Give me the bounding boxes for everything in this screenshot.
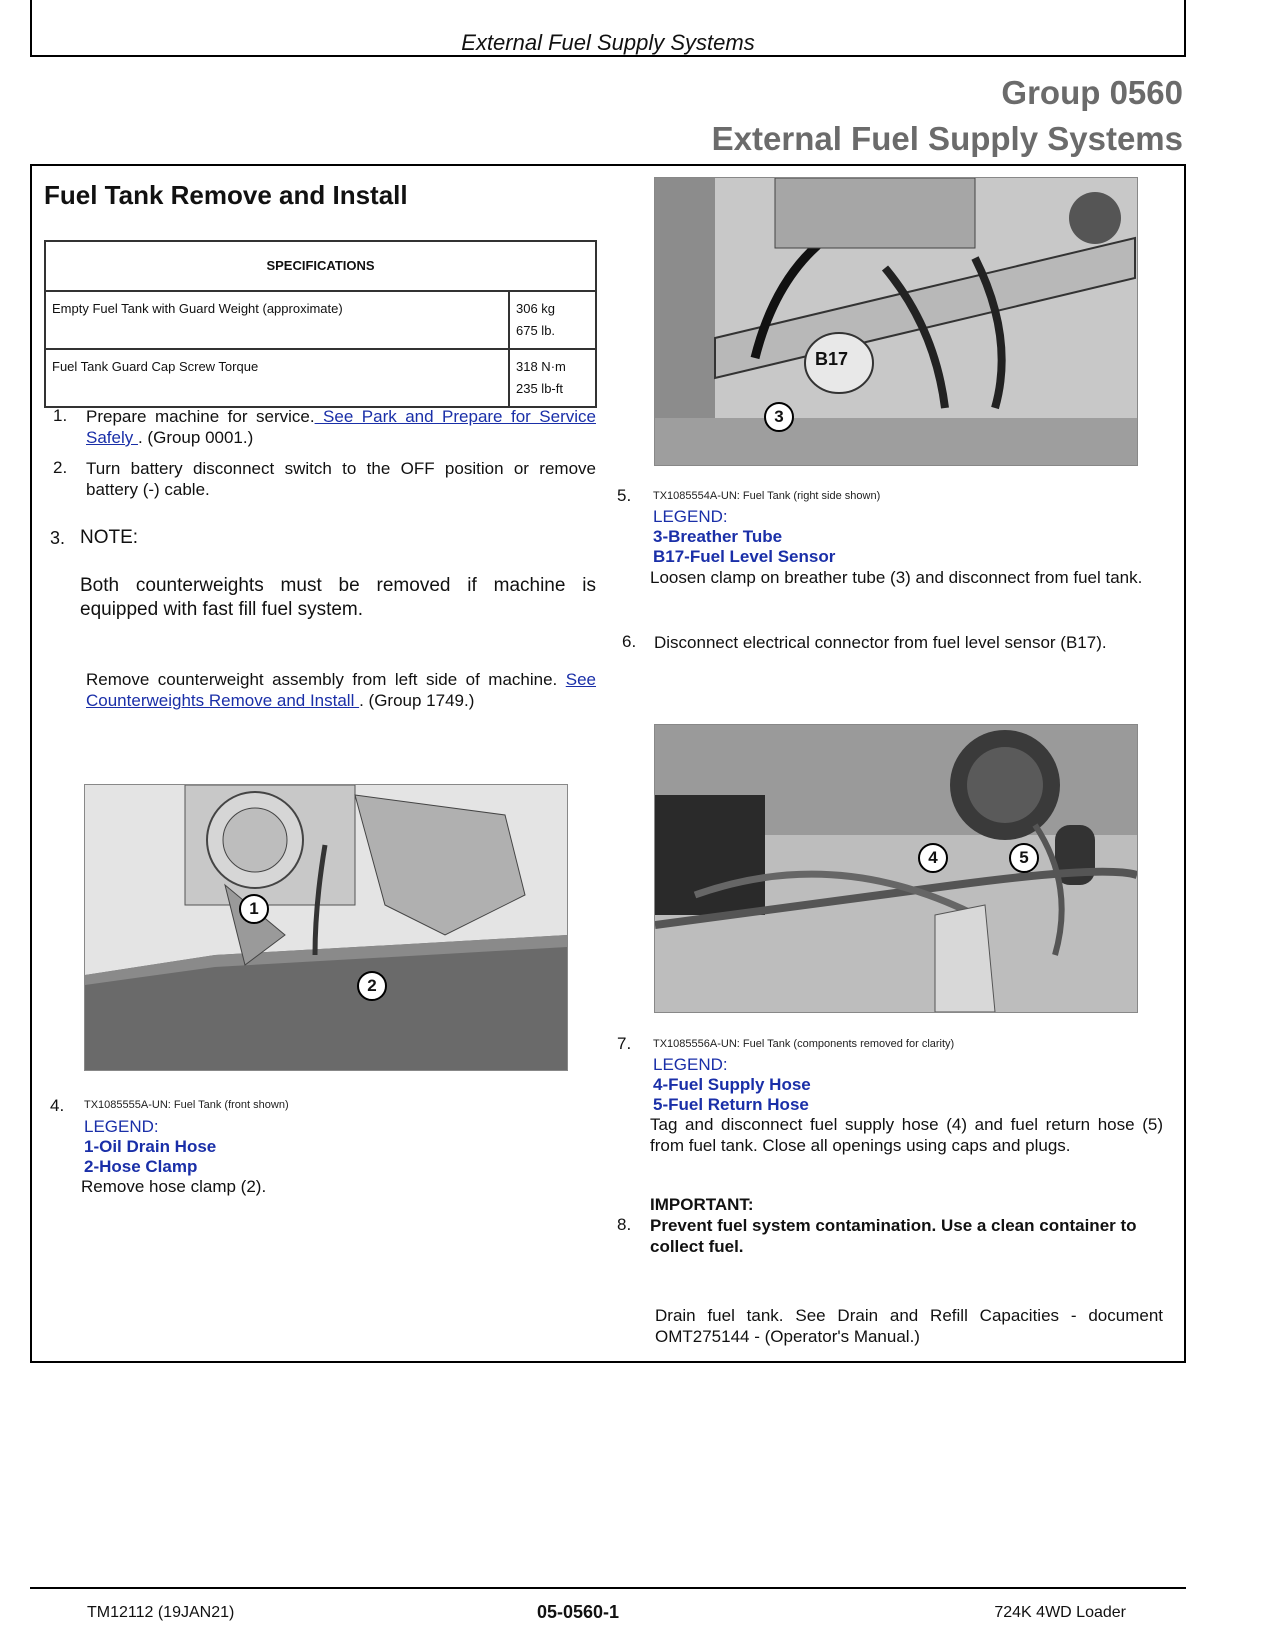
legend-label: LEGEND: (653, 507, 728, 526)
sensor-tag: B17 (815, 349, 849, 369)
fuel-tank-front-image (84, 784, 568, 1071)
step-1-text (86, 406, 596, 448)
spec-label: Empty Fuel Tank with Guard Weight (approximate) (45, 291, 509, 349)
legend-item: B17-Fuel Level Sensor (653, 547, 836, 566)
important-label: IMPORTANT: (650, 1195, 754, 1214)
step-6-text: Disconnect electrical connector from fuel level sensor (B17). (654, 633, 1107, 652)
fuel-tank-hoses-image (654, 724, 1138, 1013)
footer-document-id: TM12112 (19JAN21) (87, 1604, 235, 1621)
step-8-text: Drain fuel tank. See Drain and Refill Capacities - document OMT275144 - (Operator's Manual.) (655, 1306, 1163, 1346)
callout-2: 2 (357, 971, 387, 1001)
callout-1: 1 (239, 894, 269, 924)
figure-caption: TX1085554A-UN: Fuel Tank (right side shown) (653, 490, 881, 502)
table-row (45, 291, 596, 349)
legend-item: 3-Breather Tube (653, 527, 783, 546)
footer-divider (30, 1587, 1186, 1589)
note-text: Both counterweights must be removed if machine is equipped with fast fill fuel system. (80, 575, 596, 620)
legend (653, 507, 835, 567)
spec-label: Fuel Tank Guard Cap Screw Torque (45, 349, 509, 407)
step-text: Prepare machine for service. (86, 407, 315, 426)
table-row (45, 349, 596, 407)
legend-item: 5-Fuel Return Hose (653, 1095, 809, 1114)
running-header: External Fuel Supply Systems (461, 30, 755, 55)
step-number: 7. (617, 1034, 632, 1053)
step-number: 1. (53, 406, 68, 425)
fuel-tank-right-image (654, 177, 1138, 466)
spec-heading: SPECIFICATIONS (45, 241, 596, 291)
callout-4: 4 (918, 843, 948, 873)
spec-value (509, 291, 596, 349)
step-number: 3. (50, 528, 66, 548)
step-3-text (86, 669, 596, 711)
group-title: External Fuel Supply Systems (711, 120, 1183, 157)
legend-item: 2-Hose Clamp (84, 1157, 198, 1176)
footer-machine: 724K 4WD Loader (994, 1604, 1126, 1621)
callout-5: 5 (1009, 843, 1039, 873)
step-number: 2. (53, 458, 68, 477)
legend (653, 1055, 811, 1115)
figure-caption: TX1085555A-UN: Fuel Tank (front shown) (84, 1099, 289, 1111)
legend-item: 4-Fuel Supply Hose (653, 1075, 811, 1094)
legend-label: LEGEND: (653, 1055, 728, 1074)
step-number: 6. (622, 632, 637, 651)
step-5-text: Loosen clamp on breather tube (3) and disconnect from fuel tank. (650, 568, 1143, 587)
page-number: 05-0560-1 (536, 1602, 620, 1622)
step-text-tail: . (Group 1749.) (359, 691, 475, 710)
legend (84, 1117, 216, 1177)
step-2-text: Turn battery disconnect switch to the OFF position or remove battery (-) cable. (86, 459, 596, 499)
callout-3: 3 (764, 402, 794, 432)
step-text-tail: . (Group 0001.) (137, 428, 254, 447)
spec-value-imperial: 675 lb. (516, 323, 556, 338)
specifications-table (44, 240, 597, 408)
fuel-tank-front-illustration (85, 785, 567, 1070)
important-text: Prevent fuel system contamination. Use a clean container to collect fuel. (650, 1216, 1137, 1256)
spec-value (509, 349, 596, 407)
fuel-tank-right-illustration (655, 178, 1137, 465)
spec-value-metric: 306 kg (516, 301, 556, 316)
fuel-tank-hoses-illustration (655, 725, 1137, 1012)
section-title: Fuel Tank Remove and Install (44, 180, 408, 210)
step-number: 5. (617, 486, 632, 505)
group-heading (712, 70, 1183, 162)
counterweights-link[interactable]: See Counterweights Remove and Install (86, 670, 597, 710)
park-prepare-link[interactable]: See Park and Prepare for Service Safely (86, 407, 596, 447)
step-4-text: Remove hose clamp (2). (81, 1177, 267, 1196)
spec-value-imperial: 235 lb-ft (516, 381, 563, 396)
step-7-text: Tag and disconnect fuel supply hose (4) and fuel return hose (5) from fuel tank. Close all openings using caps and plugs. (650, 1115, 1163, 1155)
step-number: 8. (617, 1215, 632, 1234)
group-number: Group 0560 (1001, 74, 1183, 111)
figure-caption: TX1085556A-UN: Fuel Tank (components removed for clarity) (653, 1038, 955, 1050)
legend-item: 1-Oil Drain Hose (84, 1137, 217, 1156)
legend-label: LEGEND: (84, 1117, 159, 1136)
note-label: NOTE: (80, 527, 139, 548)
step-text: Remove counterweight assembly from left side of machine. (86, 670, 558, 689)
step-number: 4. (50, 1096, 65, 1115)
spec-value-metric: 318 N·m (516, 359, 566, 374)
